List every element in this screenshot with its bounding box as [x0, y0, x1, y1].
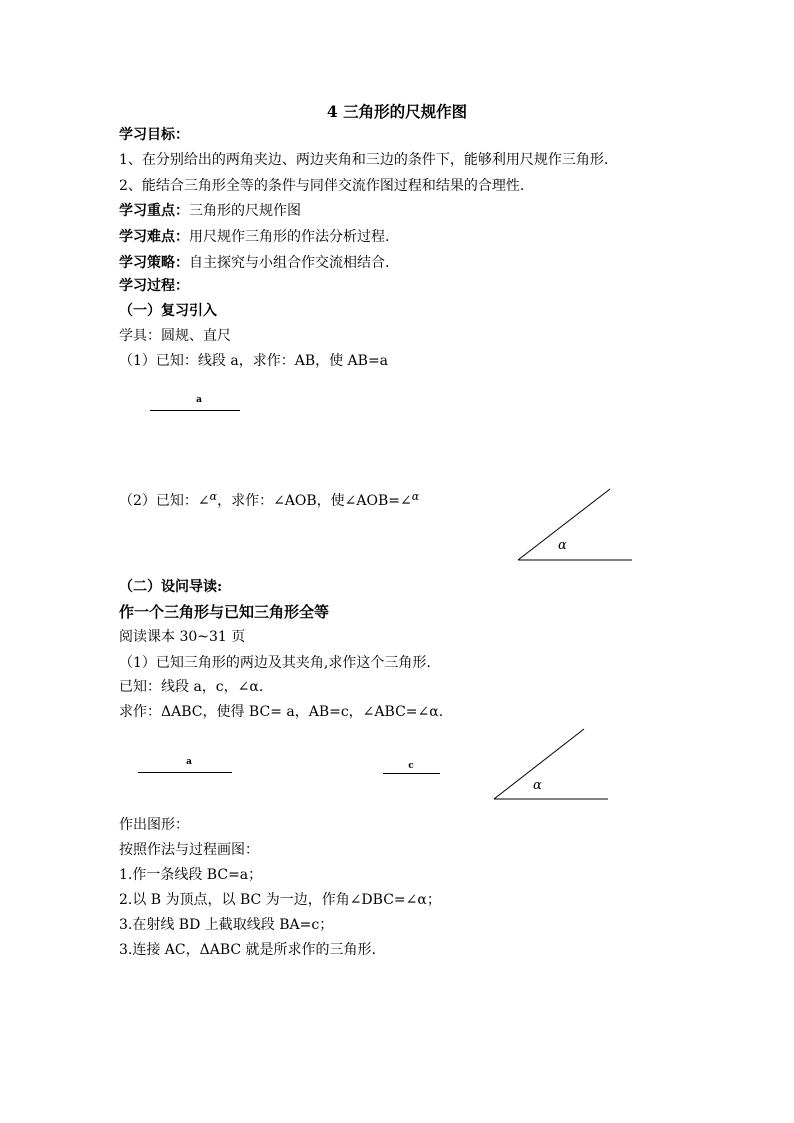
section-1-question-2	[119, 488, 419, 510]
section-2-follow: 按照作法与过程画图：	[119, 842, 259, 858]
segment-a2-label: a	[186, 757, 192, 767]
section-2-find: 求作：ΔABC，使得 BC= a，AB=c，∠ABC=∠α.	[119, 704, 444, 720]
section-1-tools: 学具：圆规、直尺	[119, 328, 231, 344]
objective-2: 2、能结合三角形全等的条件与同伴交流作图过程和结果的合理性.	[119, 178, 525, 194]
q2-text-part-2: ，求作：∠AOB，使∠AOB=∠	[217, 493, 412, 509]
step-4: 3.连接 AC，ΔABC 就是所求作的三角形.	[119, 942, 377, 958]
angle-1-label: α	[558, 538, 567, 553]
segment-a-label: a	[196, 395, 202, 405]
key-point-text: 三角形的尺规作图	[189, 203, 301, 219]
q2-alpha-2: α	[411, 490, 420, 503]
section-1-heading: （一）复习引入	[119, 303, 217, 319]
angle-alpha-figure-1	[518, 488, 634, 563]
q2-text-part-1: （2）已知：∠	[119, 493, 210, 509]
objective-1: 1、在分别给出的两角夹边、两边夹角和三边的条件下，能够利用尺规作三角形.	[119, 152, 609, 168]
difficulty-label: 学习难点：	[119, 229, 189, 245]
angle-2-label: α	[533, 778, 542, 793]
section-2-heading: （二）设问导读:	[119, 579, 223, 595]
section-2-question-1: （1）已知三角形的两边及其夹角,求作这个三角形.	[119, 655, 431, 671]
step-2: 2.以 B 为顶点，以 BC 为一边，作角∠DBC=∠α；	[119, 892, 441, 908]
segment-a2	[138, 772, 232, 773]
difficulty-row	[119, 228, 389, 246]
process-heading: 学习过程：	[119, 278, 189, 294]
objectives-heading: 学习目标：	[119, 127, 189, 143]
segment-c	[383, 773, 440, 774]
difficulty-text: 用尺规作三角形的作法分析过程.	[189, 229, 390, 245]
segment-a	[150, 410, 240, 411]
section-2-subheading: 作一个三角形与已知三角形全等	[119, 603, 330, 621]
q2-alpha-1: α	[209, 490, 218, 503]
strategy-text: 自主探究与小组合作交流相结合.	[189, 255, 390, 271]
page-title: 4 三角形的尺规作图	[326, 102, 468, 121]
segment-c-label: c	[408, 761, 414, 771]
section-2-reading: 阅读课本 30~31 页	[119, 629, 246, 645]
strategy-label: 学习策略：	[119, 255, 189, 271]
angle-alpha-figure-2	[494, 728, 610, 803]
step-1: 1.作一条线段 BC=a；	[119, 867, 263, 883]
strategy-row	[119, 254, 389, 272]
step-3: 3.在射线 BD 上截取线段 BA=c；	[119, 917, 334, 933]
section-2-draw: 作出图形：	[119, 817, 189, 833]
key-point-label: 学习重点：	[119, 203, 189, 219]
key-point-row	[119, 202, 301, 220]
section-2-given: 已知：线段 a，c，∠α.	[119, 679, 264, 695]
section-1-question-1: （1）已知：线段 a，求作：AB，使 AB=a	[119, 353, 389, 369]
